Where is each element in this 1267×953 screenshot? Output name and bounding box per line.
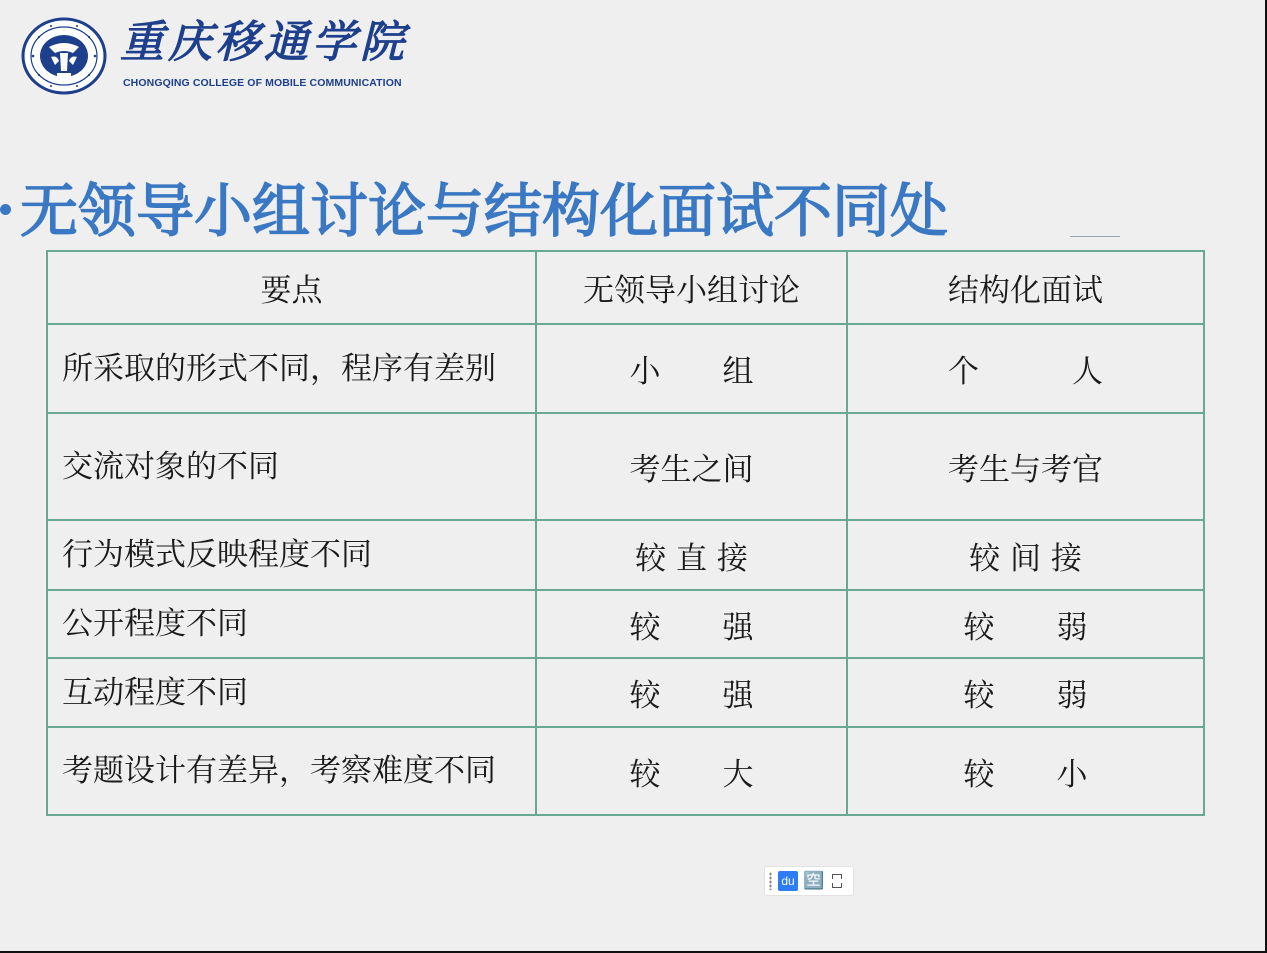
row-si-value: 较 弱 <box>847 658 1204 727</box>
title-underline <box>1070 236 1120 237</box>
row-si-value: 个 人 <box>847 324 1204 413</box>
row-si-value: 较 间 接 <box>847 520 1204 590</box>
row-key: 交流对象的不同 <box>47 413 536 520</box>
row-key: 互动程度不同 <box>47 658 536 727</box>
header-key-point: 要点 <box>47 251 536 324</box>
row-si-value: 较 小 <box>847 727 1204 815</box>
row-lgd-value: 较 强 <box>536 590 847 658</box>
row-si-value: 考生与考官 <box>847 413 1204 520</box>
header-leaderless-group-discussion: 无领导小组讨论 <box>536 251 847 324</box>
row-si-value: 较 弱 <box>847 590 1204 658</box>
comparison-table <box>46 250 1205 816</box>
table-header-row <box>47 251 1204 324</box>
expand-icon[interactable] <box>832 874 842 888</box>
row-key: 行为模式反映程度不同 <box>47 520 536 590</box>
row-key: 考题设计有差异，考察难度不同 <box>47 727 536 815</box>
row-key: 公开程度不同 <box>47 590 536 658</box>
row-lgd-value: 小 组 <box>536 324 847 413</box>
row-lgd-value: 较 大 <box>536 727 847 815</box>
college-emblem-icon <box>21 17 107 95</box>
college-name-english: CHONGQING COLLEGE OF MOBILE COMMUNICATION <box>123 77 402 89</box>
table-row <box>47 590 1204 658</box>
baidu-button[interactable]: du <box>778 871 798 891</box>
title-bullet-icon <box>0 204 11 215</box>
table-row <box>47 727 1204 815</box>
table-row <box>47 520 1204 590</box>
row-lgd-value: 较 强 <box>536 658 847 727</box>
row-key: 所采取的形式不同，程序有差别 <box>47 324 536 413</box>
header-structured-interview: 结构化面试 <box>847 251 1204 324</box>
table-row <box>47 413 1204 520</box>
table-row <box>47 658 1204 727</box>
page-title: 无领导小组讨论与结构化面试不同处 <box>20 177 949 245</box>
table-row <box>47 324 1204 413</box>
row-lgd-value: 考生之间 <box>536 413 847 520</box>
row-lgd-value: 较 直 接 <box>536 520 847 590</box>
translate-toolbar <box>764 866 854 896</box>
drag-handle-icon[interactable] <box>769 872 772 890</box>
translate-button[interactable]: 🈳 <box>803 871 825 891</box>
college-name: 重庆移通学院 <box>120 17 408 68</box>
